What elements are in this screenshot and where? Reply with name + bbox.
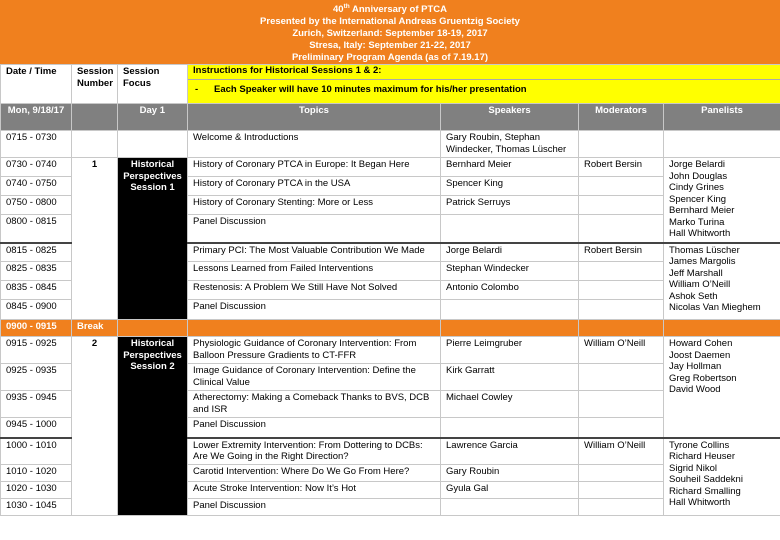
speaker-cell: Lawrence Garcia — [441, 438, 579, 465]
topic-cell: Carotid Intervention: Where Do We Go From Here? — [188, 465, 441, 482]
break-time: 0900 - 0915 — [1, 320, 72, 337]
table-row — [1, 131, 780, 158]
time-cell: 1000 - 1010 — [1, 438, 72, 465]
moderator-cell: William O’Neill — [579, 438, 664, 465]
instructions-item: - Each Speaker will have 10 minutes maximum for his/her presentation — [195, 83, 527, 95]
speaker-cell: Patrick Serruys — [441, 196, 579, 215]
session-number-header: Session Number — [72, 65, 118, 104]
table-row — [1, 158, 780, 177]
topic-cell: Panel Discussion — [188, 300, 441, 320]
table-row — [1, 337, 780, 364]
speakers-header: Speakers — [441, 104, 579, 131]
time-cell: 0945 - 1000 — [1, 418, 72, 438]
topics-header: Topics — [188, 104, 441, 131]
speaker-cell: Spencer King — [441, 177, 579, 196]
time-cell: 1030 - 1045 — [1, 499, 72, 516]
moderators-header: Moderators — [579, 104, 664, 131]
speaker-cell: Gyula Gal — [441, 482, 579, 499]
header-title: 40th Anniversary of PTCA — [332, 3, 448, 16]
time-cell: 0935 - 0945 — [1, 391, 72, 418]
speaker-cell: Gary Roubin, Stephan Windecker, Thomas Lüscher — [441, 131, 579, 158]
panelists-header: Panelists — [664, 104, 780, 131]
time-cell: 0740 - 0750 — [1, 177, 72, 196]
panelists-cell: Jorge Belardi John Douglas Cindy Grines Spencer King Bernhard Meier Marko Turina Hall Whitworth — [664, 158, 780, 243]
session-focus-cell: Historical Perspectives Session 1 — [118, 158, 188, 320]
panelists-cell: Thomas Lüscher James Margolis Jeff Marshall William O’Neill Ashok Seth Nicolas Van Mieghem — [664, 243, 780, 320]
time-cell: 1020 - 1030 — [1, 482, 72, 499]
speaker-cell: Stephan Windecker — [441, 262, 579, 281]
moderator-cell: Robert Bersin — [579, 158, 664, 177]
break-row — [1, 320, 780, 337]
session-focus-header: Session Focus — [118, 65, 188, 104]
speaker-cell: Michael Cowley — [441, 391, 579, 418]
topic-cell: Restenosis: A Problem We Still Have Not Solved — [188, 281, 441, 300]
time-cell: 0815 - 0825 — [1, 243, 72, 262]
header-zurich: Zurich, Switzerland: September 18-19, 2017 — [292, 28, 488, 40]
topic-cell: Image Guidance of Coronary Intervention: Define the Clinical Value — [188, 364, 441, 391]
speaker-cell: Jorge Belardi — [441, 243, 579, 262]
instructions-box — [188, 65, 780, 104]
day-label: Day 1 — [118, 104, 188, 131]
agenda-table — [0, 64, 780, 516]
topic-cell: Welcome & Introductions — [188, 131, 441, 158]
topic-cell: Panel Discussion — [188, 499, 441, 516]
time-cell: 0835 - 0845 — [1, 281, 72, 300]
speaker-cell: Antonio Colombo — [441, 281, 579, 300]
header-organizer: Presented by the International Andreas Gruentzig Society — [260, 16, 520, 28]
topic-cell: Atherectomy: Making a Comeback Thanks to BVS, DCB and ISR — [188, 391, 441, 418]
panelists-cell: Howard Cohen Joost Daemen Jay Hollman Greg Robertson David Wood — [664, 337, 780, 438]
time-cell: 1010 - 1020 — [1, 465, 72, 482]
topic-cell: History of Coronary PTCA in Europe: It Began Here — [188, 158, 441, 177]
topic-cell: Lower Extremity Intervention: From Dottering to DCBs: Are We Going in the Right Direction? — [188, 438, 441, 465]
break-label: Break — [72, 320, 118, 337]
time-cell: 0925 - 0935 — [1, 364, 72, 391]
time-cell: 0800 - 0815 — [1, 215, 72, 243]
agenda-header — [0, 0, 780, 64]
topic-cell: Panel Discussion — [188, 418, 441, 438]
time-cell: 0825 - 0835 — [1, 262, 72, 281]
time-cell: 0845 - 0900 — [1, 300, 72, 320]
time-cell: 0750 - 0800 — [1, 196, 72, 215]
topic-cell: Physiologic Guidance of Coronary Intervention: From Balloon Pressure Gradients to CT-FFR — [188, 337, 441, 364]
speaker-cell: Pierre Leimgruber — [441, 337, 579, 364]
header-stresa: Stresa, Italy: September 21-22, 2017 — [309, 40, 471, 52]
date-time-header: Date / Time — [1, 65, 72, 104]
day-date: Mon, 9/18/17 — [1, 104, 72, 131]
session-focus-cell: Historical Perspectives Session 2 — [118, 337, 188, 516]
panelists-cell: Tyrone Collins Richard Heuser Sigrid Nikol Souheil Saddekni Richard Smalling Hall Whitworth — [664, 438, 780, 516]
speaker-cell: Gary Roubin — [441, 465, 579, 482]
topic-cell: Lessons Learned from Failed Interventions — [188, 262, 441, 281]
day-header-row — [1, 104, 780, 131]
time-cell: 0715 - 0730 — [1, 131, 72, 158]
session-number-cell: 1 — [72, 158, 118, 320]
column-header-row — [1, 65, 780, 104]
time-cell: 0730 - 0740 — [1, 158, 72, 177]
moderator-cell: Robert Bersin — [579, 243, 664, 262]
session-number-cell: 2 — [72, 337, 118, 516]
topic-cell: History of Coronary Stenting: More or Less — [188, 196, 441, 215]
topic-cell: History of Coronary PTCA in the USA — [188, 177, 441, 196]
instructions-title: Instructions for Historical Sessions 1 & 2: — [188, 65, 780, 80]
moderator-cell: William O’Neill — [579, 337, 664, 364]
time-cell: 0915 - 0925 — [1, 337, 72, 364]
topic-cell: Panel Discussion — [188, 215, 441, 243]
speaker-cell: Bernhard Meier — [441, 158, 579, 177]
topic-cell: Primary PCI: The Most Valuable Contribution We Made — [188, 243, 441, 262]
header-agenda-version: Preliminary Program Agenda (as of 7.19.17) — [291, 52, 489, 64]
topic-cell: Acute Stroke Intervention: Now It’s Hot — [188, 482, 441, 499]
speaker-cell: Kirk Garratt — [441, 364, 579, 391]
